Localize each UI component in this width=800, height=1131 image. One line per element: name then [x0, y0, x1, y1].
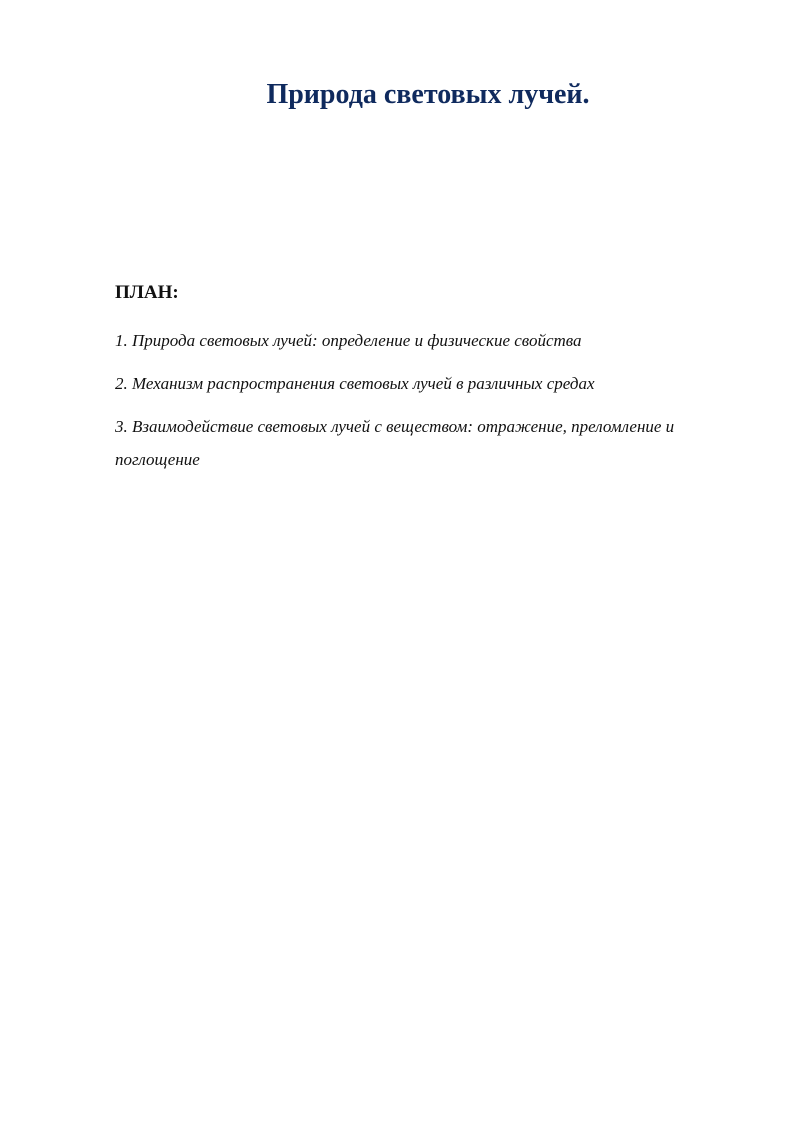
plan-item-3: 3. Взаимодействие световых лучей с веществом: отражение, преломление и поглощение [115, 417, 675, 469]
plan-item-1: 1. Природа световых лучей: определение и физические свойства [115, 331, 582, 350]
document-title: Природа световых лучей. [266, 79, 590, 110]
plan-heading: ПЛАН: [115, 282, 179, 303]
plan-item-2: 2. Механизм распространения световых лучей в различных средах [115, 374, 595, 393]
plan-list [115, 324, 745, 486]
